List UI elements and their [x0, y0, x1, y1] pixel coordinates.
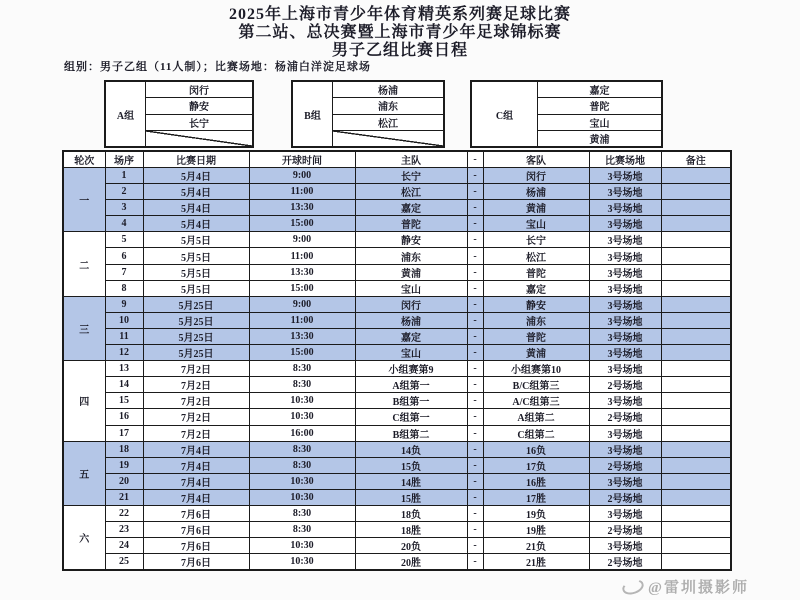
match-no: 1	[105, 168, 143, 184]
home-team: B组第一	[355, 393, 467, 409]
kickoff-time: 11:00	[249, 184, 355, 200]
match-no: 11	[105, 328, 143, 344]
kickoff-time: 10:30	[249, 554, 355, 571]
venue: 3号场地	[589, 296, 661, 312]
schedule-row	[63, 184, 731, 200]
venue: 3号场地	[589, 280, 661, 296]
schedule-row	[63, 361, 731, 377]
match-no: 4	[105, 216, 143, 232]
home-team: 嘉定	[355, 200, 467, 216]
match-no: 14	[105, 377, 143, 393]
vs-dash: -	[467, 232, 483, 248]
round-label: 五	[63, 441, 105, 505]
venue: 3号场地	[589, 425, 661, 441]
schedule-row	[63, 296, 731, 312]
match-no: 24	[105, 538, 143, 554]
match-date: 5月25日	[143, 328, 249, 344]
match-date: 7月6日	[143, 538, 249, 554]
away-team: 松江	[483, 248, 589, 264]
match-date: 7月6日	[143, 505, 249, 521]
match-date: 7月2日	[143, 361, 249, 377]
venue: 3号场地	[589, 312, 661, 328]
match-date: 7月2日	[143, 425, 249, 441]
note	[661, 425, 731, 441]
home-team: 20负	[355, 538, 467, 554]
match-date: 7月4日	[143, 457, 249, 473]
group-boxes	[0, 80, 800, 148]
note	[661, 489, 731, 505]
match-no: 22	[105, 505, 143, 521]
match-date: 5月5日	[143, 280, 249, 296]
venue: 2号场地	[589, 554, 661, 571]
match-date: 5月25日	[143, 296, 249, 312]
group-team-cell: 宝山	[538, 115, 661, 131]
note	[661, 377, 731, 393]
group-label-a: A组	[106, 82, 146, 146]
schedule-row	[63, 441, 731, 457]
away-team: 静安	[483, 296, 589, 312]
vs-dash: -	[467, 377, 483, 393]
schedule-row	[63, 328, 731, 344]
note	[661, 280, 731, 296]
vs-dash: -	[467, 200, 483, 216]
schedule-row	[63, 168, 731, 184]
schedule-row	[63, 538, 731, 554]
venue: 3号场地	[589, 248, 661, 264]
vs-dash: -	[467, 361, 483, 377]
home-team: 14胜	[355, 473, 467, 489]
vs-dash: -	[467, 505, 483, 521]
kickoff-time: 8:30	[249, 441, 355, 457]
schedule-header-cell: 场序	[105, 151, 143, 168]
match-date: 7月2日	[143, 393, 249, 409]
schedule-row	[63, 312, 731, 328]
away-team: 21胜	[483, 554, 589, 571]
venue: 3号场地	[589, 168, 661, 184]
group-empty-diagonal-cell	[333, 131, 443, 146]
match-date: 5月25日	[143, 345, 249, 361]
watermark	[622, 576, 749, 597]
away-team: 普陀	[483, 328, 589, 344]
away-team: A组第二	[483, 409, 589, 425]
kickoff-time: 9:00	[249, 232, 355, 248]
match-no: 15	[105, 393, 143, 409]
venue: 2号场地	[589, 457, 661, 473]
match-no: 18	[105, 441, 143, 457]
vs-dash: -	[467, 409, 483, 425]
schedule-row	[63, 232, 731, 248]
venue: 2号场地	[589, 409, 661, 425]
away-team: 17胜	[483, 489, 589, 505]
vs-dash: -	[467, 457, 483, 473]
note	[661, 184, 731, 200]
schedule-header-cell: 轮次	[63, 151, 105, 168]
venue: 3号场地	[589, 184, 661, 200]
vs-dash: -	[467, 280, 483, 296]
kickoff-time: 10:30	[249, 409, 355, 425]
note	[661, 168, 731, 184]
venue: 3号场地	[589, 345, 661, 361]
schedule-header-cell: -	[467, 151, 483, 168]
group-team-list	[538, 82, 661, 146]
home-team: 闵行	[355, 296, 467, 312]
schedule-row	[63, 393, 731, 409]
vs-dash: -	[467, 393, 483, 409]
away-team: 浦东	[483, 312, 589, 328]
away-team: 黄浦	[483, 200, 589, 216]
match-no: 5	[105, 232, 143, 248]
note	[661, 296, 731, 312]
home-team: 长宁	[355, 168, 467, 184]
group-team-cell: 杨浦	[333, 82, 443, 98]
match-date: 7月6日	[143, 522, 249, 538]
kickoff-time: 10:30	[249, 393, 355, 409]
home-team: 杨浦	[355, 312, 467, 328]
group-box-b	[291, 80, 445, 148]
schedule-row	[63, 280, 731, 296]
group-team-cell: 闵行	[146, 82, 252, 98]
away-team: 嘉定	[483, 280, 589, 296]
match-date: 7月4日	[143, 441, 249, 457]
vs-dash: -	[467, 473, 483, 489]
match-no: 6	[105, 248, 143, 264]
round-label: 二	[63, 232, 105, 296]
note	[661, 216, 731, 232]
vs-dash: -	[467, 168, 483, 184]
home-team: 15胜	[355, 489, 467, 505]
schedule-row	[63, 264, 731, 280]
home-team: A组第一	[355, 377, 467, 393]
note	[661, 554, 731, 571]
home-team: C组第一	[355, 409, 467, 425]
away-team: 黄浦	[483, 345, 589, 361]
group-team-cell: 嘉定	[538, 82, 661, 98]
kickoff-time: 13:30	[249, 264, 355, 280]
away-team: 16负	[483, 441, 589, 457]
vs-dash: -	[467, 312, 483, 328]
schedule-row	[63, 409, 731, 425]
vs-dash: -	[467, 184, 483, 200]
vs-dash: -	[467, 538, 483, 554]
round-label: 三	[63, 296, 105, 360]
match-no: 9	[105, 296, 143, 312]
home-team: 15负	[355, 457, 467, 473]
home-team: 静安	[355, 232, 467, 248]
schedule-row	[63, 505, 731, 521]
away-team: 宝山	[483, 216, 589, 232]
schedule-row	[63, 377, 731, 393]
match-date: 7月2日	[143, 377, 249, 393]
match-date: 7月4日	[143, 489, 249, 505]
kickoff-time: 11:00	[249, 248, 355, 264]
match-no: 10	[105, 312, 143, 328]
away-team: C组第二	[483, 425, 589, 441]
document-title-block	[0, 6, 800, 60]
group-team-list	[146, 82, 252, 146]
kickoff-time: 8:30	[249, 522, 355, 538]
group-team-cell: 静安	[146, 98, 252, 114]
venue: 3号场地	[589, 441, 661, 457]
vs-dash: -	[467, 441, 483, 457]
home-team: 20胜	[355, 554, 467, 571]
schedule-header-cell: 开球时间	[249, 151, 355, 168]
kickoff-time: 16:00	[249, 425, 355, 441]
group-label-b: B组	[293, 82, 333, 146]
venue: 2号场地	[589, 377, 661, 393]
home-team: 普陀	[355, 216, 467, 232]
schedule-row	[63, 489, 731, 505]
note	[661, 264, 731, 280]
venue: 3号场地	[589, 232, 661, 248]
note	[661, 248, 731, 264]
home-team: 18负	[355, 505, 467, 521]
match-no: 13	[105, 361, 143, 377]
kickoff-time: 15:00	[249, 216, 355, 232]
note	[661, 232, 731, 248]
kickoff-time: 8:30	[249, 377, 355, 393]
vs-dash: -	[467, 554, 483, 571]
note	[661, 312, 731, 328]
venue: 3号场地	[589, 473, 661, 489]
group-team-cell: 浦东	[333, 98, 443, 114]
note	[661, 409, 731, 425]
vs-dash: -	[467, 216, 483, 232]
home-team: 嘉定	[355, 328, 467, 344]
schedule-row	[63, 473, 731, 489]
note	[661, 441, 731, 457]
note	[661, 200, 731, 216]
note	[661, 473, 731, 489]
vs-dash: -	[467, 296, 483, 312]
match-no: 7	[105, 264, 143, 280]
vs-dash: -	[467, 248, 483, 264]
round-label: 四	[63, 361, 105, 441]
group-empty-diagonal-cell	[146, 131, 252, 146]
group-team-cell: 黄浦	[589, 134, 610, 146]
match-date: 7月4日	[143, 473, 249, 489]
schedule-header-cell: 备注	[661, 151, 731, 168]
vs-dash: -	[467, 264, 483, 280]
title-line-1: 2025年上海市青少年体育精英系列赛足球比赛	[228, 6, 571, 23]
kickoff-time: 15:00	[249, 280, 355, 296]
away-team: 小组赛第10	[483, 361, 589, 377]
vs-dash: -	[467, 328, 483, 344]
group-box-c	[470, 80, 663, 148]
away-team: B/C组第三	[483, 377, 589, 393]
title-line-2: 第二站、总决赛暨上海市青少年足球锦标赛	[238, 24, 562, 41]
schedule-header-cell: 客队	[483, 151, 589, 168]
note	[661, 457, 731, 473]
match-date: 5月5日	[143, 248, 249, 264]
match-date: 5月4日	[143, 184, 249, 200]
away-team: 19胜	[483, 522, 589, 538]
match-no: 2	[105, 184, 143, 200]
kickoff-time: 15:00	[249, 345, 355, 361]
note	[661, 361, 731, 377]
match-no: 3	[105, 200, 143, 216]
vs-dash: -	[467, 345, 483, 361]
schedule-header-row	[63, 151, 731, 168]
venue: 3号场地	[589, 328, 661, 344]
match-date: 7月6日	[143, 554, 249, 571]
home-team: 18胜	[355, 522, 467, 538]
schedule-row	[63, 345, 731, 361]
venue: 2号场地	[589, 522, 661, 538]
away-team: 21负	[483, 538, 589, 554]
note	[661, 538, 731, 554]
kickoff-time: 13:30	[249, 200, 355, 216]
group-team-cell: 松江	[333, 115, 443, 131]
schedule-header-cell: 比赛日期	[143, 151, 249, 168]
vs-dash: -	[467, 425, 483, 441]
group-team-cell: 长宁	[146, 115, 252, 131]
match-date: 5月5日	[143, 232, 249, 248]
venue: 3号场地	[589, 264, 661, 280]
group-label-c: C组	[472, 82, 538, 146]
title-line-3: 男子乙组比赛日程	[331, 42, 468, 59]
kickoff-time: 11:00	[249, 312, 355, 328]
home-team: 黄浦	[355, 264, 467, 280]
away-team: 16胜	[483, 473, 589, 489]
group-box-a	[104, 80, 254, 148]
venue: 3号场地	[589, 361, 661, 377]
match-date: 5月5日	[143, 264, 249, 280]
match-schedule-table-wrap	[62, 150, 732, 571]
venue: 3号场地	[589, 216, 661, 232]
match-no: 8	[105, 280, 143, 296]
match-no: 23	[105, 522, 143, 538]
match-no: 21	[105, 489, 143, 505]
vs-dash: -	[467, 489, 483, 505]
home-team: 宝山	[355, 280, 467, 296]
away-team: 长宁	[483, 232, 589, 248]
home-team: 浦东	[355, 248, 467, 264]
home-team: B组第二	[355, 425, 467, 441]
home-team: 松江	[355, 184, 467, 200]
match-date: 5月4日	[143, 200, 249, 216]
note	[661, 345, 731, 361]
home-team: 宝山	[355, 345, 467, 361]
kickoff-time: 10:30	[249, 538, 355, 554]
schedule-header-cell: 比赛场地	[589, 151, 661, 168]
round-label: 一	[63, 168, 105, 232]
kickoff-time: 10:30	[249, 489, 355, 505]
venue: 3号场地	[589, 538, 661, 554]
schedule-row	[63, 216, 731, 232]
match-no: 19	[105, 457, 143, 473]
kickoff-time: 9:00	[249, 168, 355, 184]
vs-dash: -	[467, 522, 483, 538]
venue: 3号场地	[589, 393, 661, 409]
away-team: A/C组第三	[483, 393, 589, 409]
match-date: 5月25日	[143, 312, 249, 328]
home-team: 14负	[355, 441, 467, 457]
schedule-row	[63, 425, 731, 441]
schedule-row	[63, 248, 731, 264]
match-no: 17	[105, 425, 143, 441]
away-team: 杨浦	[483, 184, 589, 200]
note	[661, 522, 731, 538]
schedule-row	[63, 554, 731, 571]
kickoff-time: 8:30	[249, 457, 355, 473]
kickoff-time: 13:30	[249, 328, 355, 344]
group-and-venue-meta: 组别：男子乙组（11人制）；比赛场地：杨浦白洋淀足球场	[64, 61, 371, 73]
group-team-list	[333, 82, 443, 146]
note	[661, 505, 731, 521]
venue: 3号场地	[589, 200, 661, 216]
home-team: 小组赛第9	[355, 361, 467, 377]
venue: 3号场地	[589, 505, 661, 521]
match-date: 7月2日	[143, 409, 249, 425]
kickoff-time: 8:30	[249, 361, 355, 377]
away-team: 17负	[483, 457, 589, 473]
watermark-logo-icon	[620, 576, 645, 596]
schedule-header-cell: 主队	[355, 151, 467, 168]
match-date: 5月4日	[143, 168, 249, 184]
match-date: 5月4日	[143, 216, 249, 232]
away-team: 19负	[483, 505, 589, 521]
kickoff-time: 10:30	[249, 473, 355, 489]
match-no: 20	[105, 473, 143, 489]
watermark-text: @雷圳摄影师	[648, 580, 749, 596]
venue: 2号场地	[589, 489, 661, 505]
away-team: 普陀	[483, 264, 589, 280]
schedule-row	[63, 522, 731, 538]
schedule-body	[63, 168, 731, 571]
schedule-row	[63, 457, 731, 473]
schedule-table	[62, 150, 732, 571]
note	[661, 328, 731, 344]
kickoff-time: 9:00	[249, 296, 355, 312]
round-label: 六	[63, 505, 105, 570]
schedule-row	[63, 200, 731, 216]
kickoff-time: 8:30	[249, 505, 355, 521]
away-team: 闵行	[483, 168, 589, 184]
match-no: 25	[105, 554, 143, 571]
match-no: 12	[105, 345, 143, 361]
note	[661, 393, 731, 409]
match-no: 16	[105, 409, 143, 425]
group-team-cell: 普陀	[538, 98, 661, 114]
